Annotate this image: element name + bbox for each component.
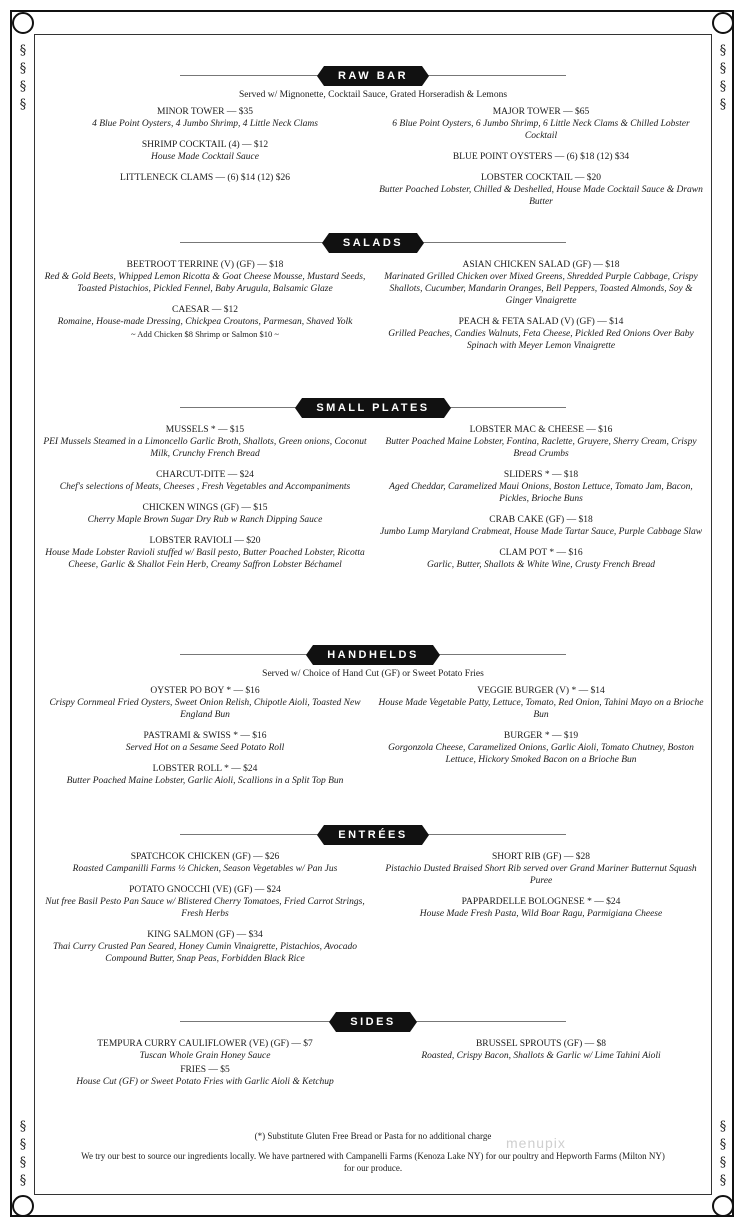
- right-bottom-scroll-icon: § § § §: [719, 1119, 727, 1188]
- item-desc: Pistachio Dusted Braised Short Rib served over Grand Mariner Butternut Squash Puree: [385, 864, 697, 886]
- menu-item: [376, 469, 706, 505]
- item-name: SHORT RIB (GF) — $28: [492, 852, 590, 862]
- section-banner: [40, 398, 706, 418]
- item-desc: Grilled Peaches, Candies Walnuts, Feta Cheese, Pickled Red Onions Over Baby Spinach with Meyer Lemon Vinaigrette: [388, 329, 694, 351]
- item-note: ~ Add Chicken $8 Shrimp or Salmon $10 ~: [130, 329, 280, 339]
- section-title: ENTRÉES: [324, 825, 421, 845]
- item-name: SPATCHCOK CHICKEN (GF) — $26: [130, 852, 280, 862]
- right-column: [376, 106, 706, 217]
- item-name: TEMPURA CURRY CAULIFLOWER (VE) (GF) — $7: [97, 1039, 313, 1049]
- item-name: BLUE POINT OYSTERS — (6) $18 (12) $34: [452, 152, 630, 162]
- item-desc: Marinated Grilled Chicken over Mixed Greens, Shredded Purple Cabbage, Crispy Shallots, Cucumber, Mandarin Oranges, Bell Peppers, Toasted Almonds, Soy & Ginger Vinaigrette: [384, 272, 698, 306]
- item-desc: 4 Blue Point Oysters, 4 Jumbo Shrimp, 4 Little Neck Clams: [92, 119, 318, 129]
- right-column: [376, 851, 706, 974]
- item-name: VEGGIE BURGER (V) * — $14: [477, 686, 605, 696]
- item-desc: House Made Vegetable Patty, Lettuce, Tomato, Red Onion, Tahini Mayo on a Brioche Bun: [378, 698, 704, 720]
- item-name: POTATO GNOCCHI (VE) (GF) — $24: [129, 885, 281, 895]
- menu-item: [40, 763, 370, 787]
- item-name: LOBSTER RAVIOLI — $20: [149, 536, 261, 546]
- item-name: CHARCUT-DITE — $24: [156, 470, 254, 480]
- item-name: LOBSTER MAC & CHEESE — $16: [469, 425, 613, 435]
- left-column: [40, 424, 370, 580]
- item-desc: House Cut (GF) or Sweet Potato Fries with Garlic Aioli & Ketchup: [76, 1077, 334, 1087]
- section-handhelds: [40, 645, 706, 796]
- menu-item: [40, 884, 370, 920]
- section-raw-bar: [40, 66, 706, 217]
- item-name: KING SALMON (GF) — $34: [147, 930, 263, 940]
- item-desc: House Made Lobster Ravioli stuffed w/ Basil pesto, Butter Poached Lobster, Ricotta Cheese, Garlic & Shallot Fein Herb, Creamy Saffron Lobster Béchamel: [45, 548, 365, 570]
- left-bottom-scroll-icon: § § § §: [19, 1119, 27, 1188]
- menu-item: [40, 172, 370, 184]
- item-desc: House Made Cocktail Sauce: [151, 152, 259, 162]
- menu-item: [376, 514, 706, 538]
- item-desc: Thai Curry Crusted Pan Seared, Honey Cumin Vinaigrette, Pistachios, Avocado Compound Butter, Snap Peas, Forbidden Black Rice: [53, 942, 357, 964]
- section-title: SMALL PLATES: [302, 398, 443, 418]
- corner-swirl-icon: [712, 1195, 734, 1217]
- right-column: [376, 685, 706, 796]
- menu-item: [40, 259, 370, 295]
- item-desc: Butter Poached Maine Lobster, Fontina, Raclette, Gruyere, Sherry Cream, Crispy Bread Crumbs: [385, 437, 697, 459]
- menu-item: [376, 151, 706, 163]
- menu-item: [40, 730, 370, 754]
- menu-item: [40, 1038, 370, 1062]
- item-desc: Chef's selections of Meats, Cheeses , Fresh Vegetables and Accompaniments: [59, 482, 351, 492]
- gluten-free-note: (*) Substitute Gluten Free Bread or Pasta for no additional charge: [254, 1131, 492, 1141]
- menu-item: [40, 1064, 370, 1088]
- item-desc: Cherry Maple Brown Sugar Dry Rub w Ranch Dipping Sauce: [87, 515, 323, 525]
- item-name: MINOR TOWER — $35: [157, 107, 253, 117]
- item-name: PASTRAMI & SWISS * — $16: [143, 731, 267, 741]
- menu-item: [40, 535, 370, 571]
- menu-item: [376, 896, 706, 920]
- watermark: menupix: [506, 1135, 566, 1151]
- menu-item: [376, 106, 706, 142]
- item-name: CAESAR — $12: [172, 305, 238, 315]
- item-desc: Gorgonzola Cheese, Caramelized Onions, Garlic Aioli, Tomato Chutney, Boston Lettuce, Hickory Smoked Bacon on a Brioche Bun: [388, 743, 694, 765]
- corner-swirl-icon: [12, 1195, 34, 1217]
- item-desc: Butter Poached Lobster, Chilled & Deshelled, House Made Cocktail Sauce & Drawn Butter: [379, 185, 703, 207]
- item-name: CHICKEN WINGS (GF) — $15: [142, 503, 268, 513]
- item-name: OYSTER PO BOY * — $16: [150, 686, 260, 696]
- section-title: SIDES: [336, 1012, 410, 1032]
- left-column: [40, 851, 370, 974]
- item-desc: Aged Cheddar, Caramelized Maui Onions, Boston Lettuce, Tomato Jam, Bacon, Pickles, Brioche Buns: [389, 482, 693, 504]
- section-banner: [40, 645, 706, 665]
- menu-item: [376, 172, 706, 208]
- section-subtitle: Served w/ Choice of Hand Cut (GF) or Sweet Potato Fries: [262, 669, 484, 679]
- item-desc: Garlic, Butter, Shallots & White Wine, Crusty French Bread: [426, 560, 656, 570]
- section-salads: [40, 233, 706, 361]
- item-name: CLAM POT * — $16: [499, 548, 583, 558]
- menu-item: [376, 1038, 706, 1062]
- section-entrees: [40, 825, 706, 974]
- item-name: FRIES — $5: [180, 1065, 230, 1075]
- item-desc: Nut free Basil Pesto Pan Sauce w/ Blistered Cherry Tomatoes, Fried Carrot Strings, Fresh Herbs: [45, 897, 365, 919]
- right-column: [376, 259, 706, 361]
- section-small-plates: [40, 398, 706, 580]
- right-column: [376, 1038, 706, 1097]
- right-column: [376, 424, 706, 580]
- menu-item: [376, 547, 706, 571]
- section-banner: [40, 1012, 706, 1032]
- section-title: SALADS: [329, 233, 417, 253]
- left-top-scroll-icon: § § § §: [19, 43, 27, 112]
- item-name: BEETROOT TERRINE (V) (GF) — $18: [126, 260, 284, 270]
- section-banner: [40, 233, 706, 253]
- item-desc: House Made Fresh Pasta, Wild Boar Ragu, Parmigiana Cheese: [419, 909, 663, 919]
- sourcing-note: We try our best to source our ingredients locally. We have partnered with Campanelli Farms (Kenoza Lake NY) for our poultry and Hepworth Farms (Milton NY) for our produce.: [81, 1151, 665, 1173]
- corner-swirl-icon: [12, 12, 34, 34]
- left-column: [40, 259, 370, 361]
- section-banner: [40, 66, 706, 86]
- item-name: MUSSELS * — $15: [165, 425, 245, 435]
- item-desc: Crispy Cornmeal Fried Oysters, Sweet Onion Relish, Chipotle Aioli, Toasted New England Bun: [49, 698, 361, 720]
- section-title: HANDHELDS: [313, 645, 433, 665]
- menu-item: [376, 851, 706, 887]
- item-desc: Red & Gold Beets, Whipped Lemon Ricotta & Goat Cheese Mousse, Mustard Seeds, Toasted Pistachios, Pickled Fennel, Baby Arugula, Balsamic Glaze: [44, 272, 366, 294]
- item-name: ASIAN CHICKEN SALAD (GF) — $18: [462, 260, 620, 270]
- item-desc: 6 Blue Point Oysters, 6 Jumbo Shrimp, 6 Little Neck Clams & Chilled Lobster Cocktail: [392, 119, 690, 141]
- footer: [80, 1130, 666, 1182]
- item-desc: Roasted Campanilli Farms ½ Chicken, Season Vegetables w/ Pan Jus: [72, 864, 338, 874]
- section-title: RAW BAR: [324, 66, 422, 86]
- menu-item: [376, 259, 706, 307]
- item-desc: Butter Poached Maine Lobster, Garlic Aioli, Scallions in a Split Top Bun: [66, 776, 344, 786]
- right-top-scroll-icon: § § § §: [719, 43, 727, 112]
- item-name: SHRIMP COCKTAIL (4) — $12: [141, 140, 269, 150]
- menu-item: [40, 851, 370, 875]
- item-name: PAPPARDELLE BOLOGNESE * — $24: [461, 897, 621, 907]
- section-subtitle: Served w/ Mignonette, Cocktail Sauce, Grated Horseradish & Lemons: [238, 90, 508, 100]
- item-name: MAJOR TOWER — $65: [492, 107, 590, 117]
- item-name: LOBSTER COCKTAIL — $20: [480, 173, 601, 183]
- section-sides: [40, 1012, 706, 1097]
- corner-swirl-icon: [712, 12, 734, 34]
- item-desc: Roasted, Crispy Bacon, Shallots & Garlic w/ Lime Tahini Aioli: [421, 1051, 661, 1061]
- left-column: [40, 106, 370, 217]
- item-name: LITTLENECK CLAMS — (6) $14 (12) $26: [120, 173, 290, 183]
- item-name: BRUSSEL SPROUTS (GF) — $8: [475, 1039, 607, 1049]
- item-name: LOBSTER ROLL * — $24: [152, 764, 258, 774]
- section-banner: [40, 825, 706, 845]
- menu-item: [40, 685, 370, 721]
- menu-item: [40, 469, 370, 493]
- menu-item: [376, 730, 706, 766]
- item-name: PEACH & FETA SALAD (V) (GF) — $14: [458, 317, 624, 327]
- item-desc: Tuscan Whole Grain Honey Sauce: [139, 1051, 271, 1061]
- item-desc: Served Hot on a Sesame Seed Potato Roll: [125, 743, 285, 753]
- menu-item: [376, 685, 706, 721]
- item-desc: Jumbo Lump Maryland Crabmeat, House Made Tartar Sauce, Purple Cabbage Slaw: [379, 527, 703, 537]
- menu-item: [376, 316, 706, 352]
- item-desc: PEI Mussels Steamed in a Limoncello Garlic Broth, Shallots, Green onions, Coconut Milk, Crunchy French Bread: [43, 437, 367, 459]
- menu-item: [40, 139, 370, 163]
- left-column: [40, 685, 370, 796]
- left-column: [40, 1038, 370, 1097]
- menu-item: [40, 424, 370, 460]
- item-name: SLIDERS * — $18: [503, 470, 579, 480]
- menu-item: [40, 502, 370, 526]
- menu-item: [40, 929, 370, 965]
- menu-item: [376, 424, 706, 460]
- menu-item: [40, 106, 370, 130]
- item-name: BURGER * — $19: [503, 731, 579, 741]
- item-desc: Romaine, House-made Dressing, Chickpea Croutons, Parmesan, Shaved Yolk: [57, 317, 353, 327]
- menu-item: [40, 304, 370, 340]
- item-name: CRAB CAKE (GF) — $18: [489, 515, 593, 525]
